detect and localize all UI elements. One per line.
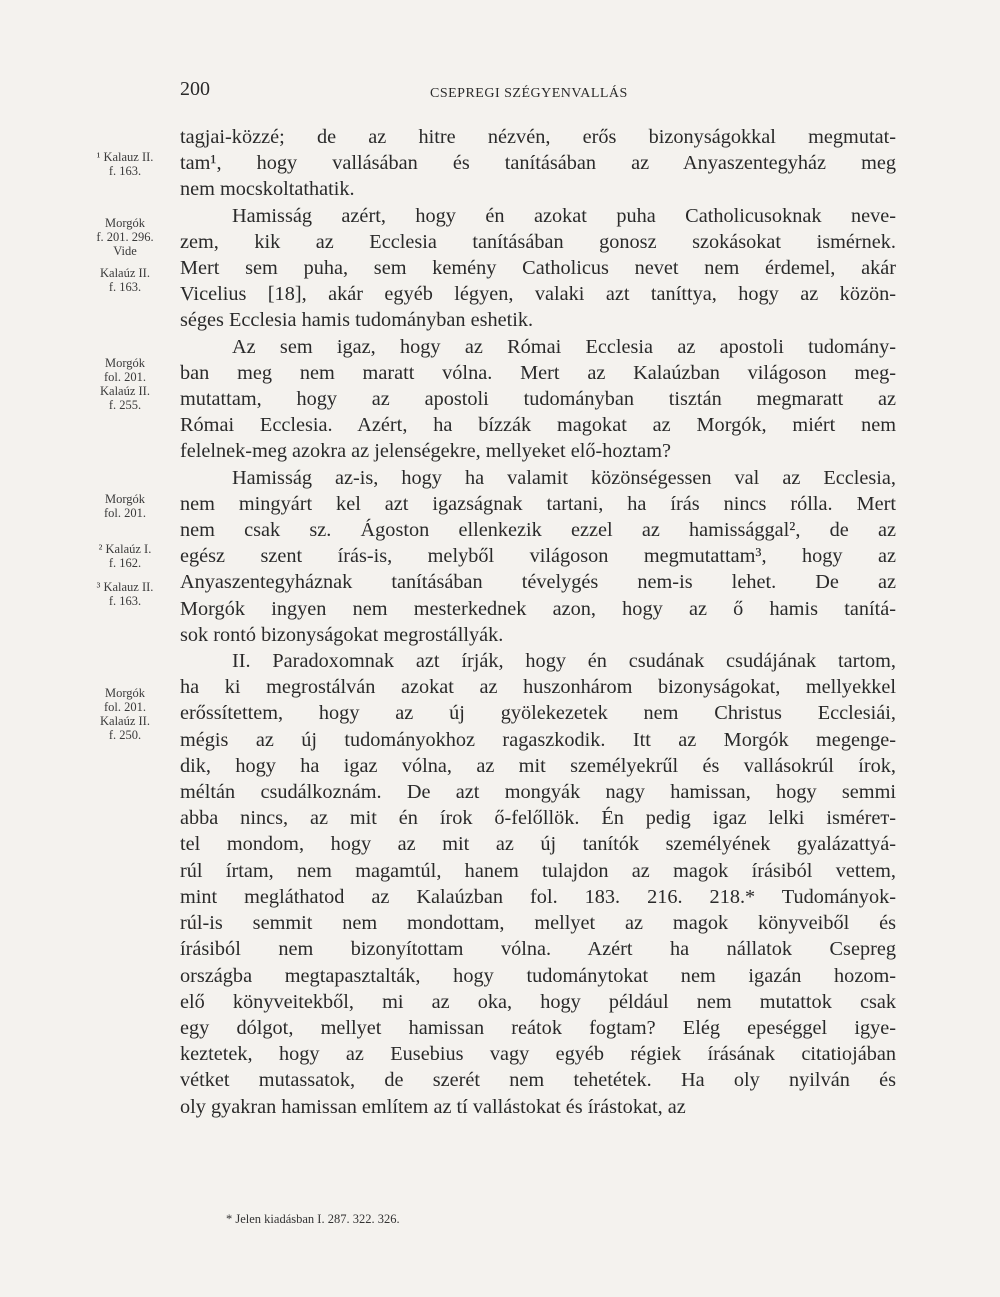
margin-note: ³ Kalauz II. f. 163. (96, 580, 154, 608)
text-line: dik, hogy ha igaz vólna, az mit személyekrűl és vallásokrúl írok, (180, 754, 896, 777)
text-line: erőssítettem, hogy az új gyölekezetek nem Christus Ecclesiái, (180, 702, 896, 725)
text-line: országba megtapasztalták, hogy tudománytokat nem igazán hozom- (180, 964, 896, 987)
text-line: abba nincs, az mit én írok ő-felőllök. Én pedig igaz lelki ismérет- (180, 807, 896, 830)
body-text (180, 124, 896, 1120)
text-line: írásiból nem bizonyítottam vólna. Azért ha nállatok Csepreg (180, 938, 896, 961)
text-line: Vicelius [18], akár egyéb légyen, valaki azt taníttya, hogy az közön- (180, 283, 896, 306)
text-line: ha ki megrostálván azokat az huszonhárom bizonyságokat, mellyekkel (180, 676, 896, 699)
running-title: CSEPREGI SZÉGYENVALLÁS (430, 86, 628, 101)
text-line: Hamisság azért, hogy én azokat puha Catholicusoknak neve- (232, 204, 896, 227)
text-line: tagjai-közzé; de az hitre nézvén, erős bizonyságokkal megmutat- (180, 126, 896, 148)
paragraph (180, 124, 896, 203)
text-line: tam¹, hogy vallásában és tanításában az Anyaszentegyház meg (180, 152, 896, 175)
text-line: rúl írtam, nem magamtúl, hanem tulajdon az magok írásiból vettem, (180, 859, 896, 882)
text-line: ban meg nem maratt vólna. Mert az Kalaúzban világoson meg- (180, 361, 896, 384)
text-line: Mert sem puha, sem kemény Catholicus nevet nem érdemel, akár (180, 257, 896, 280)
text-line: tel mondom, hogy az mit az új tanítók személyének gyalázattyá- (180, 833, 896, 856)
text-line: nem mocskoltathatik. (180, 178, 355, 201)
paragraph (180, 334, 896, 465)
margin-note: Morgók fol. 201. (103, 492, 146, 520)
margin-note: Morgók fol. 201. Kalaúz II. f. 250. (100, 686, 150, 742)
text-line: elő könyveitekből, mi az oka, hogy például nem mutattok csak (180, 990, 896, 1013)
text-line: mégis az új tudományokhoz ragaszkodik. Itt az Morgók megenge- (180, 728, 896, 751)
text-line: Morgók ingyen nem mesterkednek azon, hogy az ő hamis tanítá- (180, 597, 896, 620)
margin-note: ² Kalaúz I. f. 162. (98, 542, 152, 570)
text-line: II. Paradoxomnak azt írják, hogy én csudának csudájának tartom, (232, 650, 896, 673)
margin-note: Morgók f. 201. 296. Vide (96, 216, 154, 258)
text-line: keztetek, hogy az Eusebius vagy egyéb régiek írásának citatiojában (180, 1043, 896, 1066)
paragraph (180, 648, 896, 1120)
text-line: mutattam, hogy az apostoli tudományban tisztán megmaratt az (180, 388, 896, 411)
text-line: vétket mutassatok, de szerét nem tehetétek. Ha oly nyilván és (180, 1069, 896, 1092)
text-line: Hamisság az-is, hogy ha valamit közönségessen val az Ecclesia, (232, 466, 896, 489)
page-header (180, 78, 896, 108)
text-line: zem, kik az Ecclesia tanításában gonosz szokásokat ismérnek. (180, 230, 896, 253)
text-line: rúl-is semmit nem mondottam, mellyet az magok könyveiből és (180, 912, 896, 935)
text-line: sok rontó bizonyságokat megrostállyák. (180, 623, 504, 646)
text-line: Az sem igaz, hogy az Római Ecclesia az apostoli tudomány- (232, 335, 896, 358)
text-line: felelnek-meg azokra az jelenségekre, mellyeket elő-hoztam? (180, 440, 671, 463)
text-line: Anyaszentegyháznak tanításában tévelygés nem-is lehet. De az (180, 571, 896, 594)
text-line: nem mingyárt kel azt igazságnak tartani, ha írás nincs rólla. Mert (180, 492, 896, 515)
text-line: mint megláthatod az Kalaúzban fol. 183. 216. 218.* Tudományok- (180, 885, 896, 908)
page-number: 200 (180, 78, 210, 100)
text-line: méltán csudálkoznám. De azt mongyák nagy hamissan, hogy semmi (180, 781, 896, 804)
margin-note: ¹ Kalauz II. f. 163. (96, 150, 154, 178)
text-line: séges Ecclesia hamis tudományban eshetik. (180, 309, 534, 332)
text-line: egy dólgot, mellyet hamissan reátok fogtam? Elég epeséggel igye- (180, 1016, 896, 1039)
text-line: Római Ecclesia. Azért, ha bízzák magokat az Morgók, miért nem (180, 414, 896, 437)
paragraph (180, 465, 896, 648)
margin-note: Morgók fol. 201. Kalaúz II. f. 255. (100, 356, 150, 412)
text-line: oly gyakran hamissan említem az tí vallástokat és írástokat, az (180, 1095, 686, 1118)
text-line: nem csak sz. Ágoston ellenkezik ezzel az hamissággal², de az (180, 519, 896, 542)
paragraph (180, 203, 896, 334)
footnote: * Jelen kiadásban I. 287. 322. 326. (226, 1212, 400, 1226)
margin-note: Kalaúz II. f. 163. (100, 266, 150, 294)
text-line: egész szent írás-is, melyből világoson megmutattam³, hogy az (180, 545, 896, 568)
